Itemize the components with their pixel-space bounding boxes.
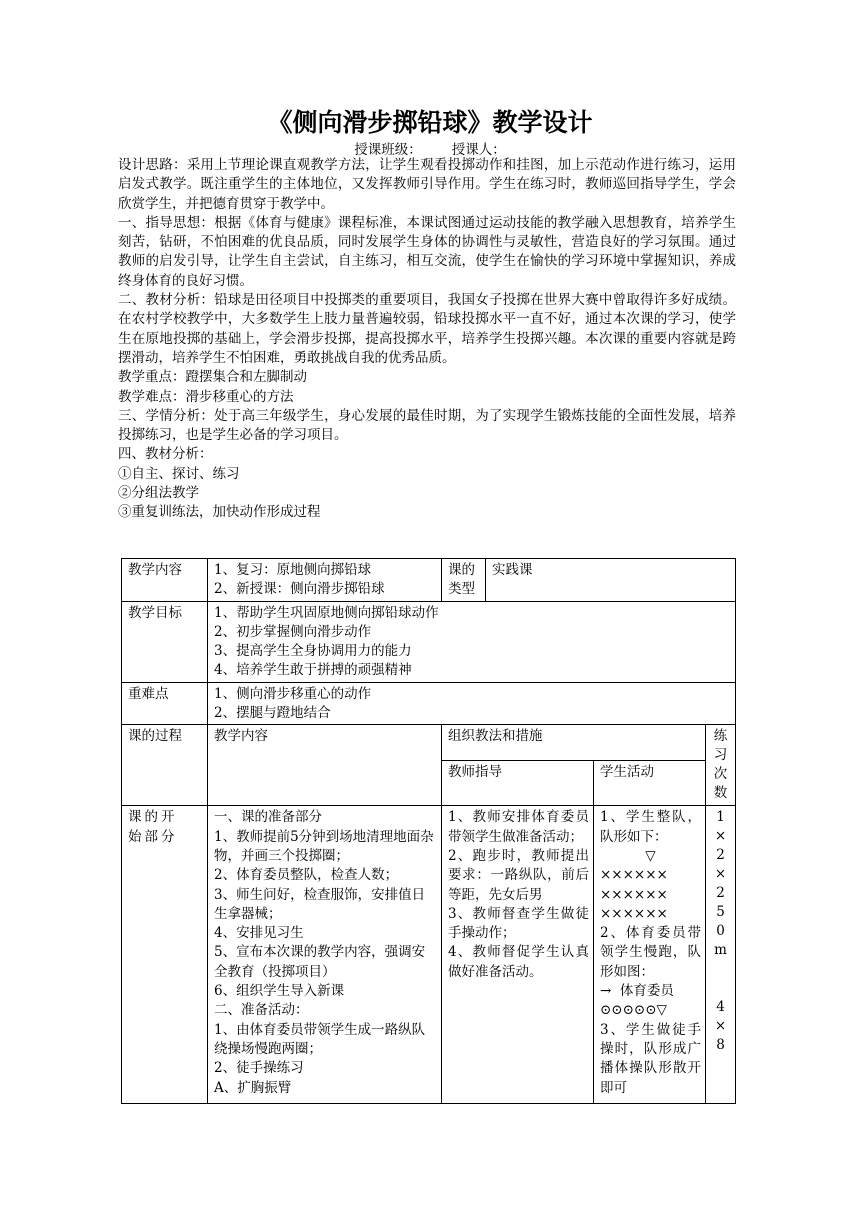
- key-difficulty-label-cell: 重难点: [122, 682, 208, 725]
- lesson-type-label-cell: 课的类型: [442, 559, 486, 602]
- teaching-content-header-cell: 教学内容: [208, 725, 442, 806]
- document-title: 《侧向滑步掷铅球》教学设计: [267, 108, 593, 137]
- document-body: [118, 156, 736, 523]
- design-idea-paragraph: 设计思路：采用上节理论课直观教学方法，让学生观看投掷动作和挂图，加上示范动作进行练习，运用启发式教学。既注重学生的主体地位，又发挥教师引导作用。学生在练习时，教师巡回指导学生，学会欣赏学生，并把德育贯穿于教学中。: [118, 157, 736, 212]
- list-item: 2、新授课：侧向滑步掷铅球: [214, 581, 385, 598]
- list-item: 1、教师提前5分钟到场地清理地面杂物，并画三个投掷圈；: [214, 828, 434, 864]
- formation-row: ××××××: [600, 905, 668, 922]
- table-row: [122, 601, 736, 682]
- list-item: 1、学生整队，队形如下：: [600, 809, 701, 845]
- list-item: 4、培养学生敢于拼搏的顽强精神: [214, 662, 412, 679]
- content-cell: [208, 559, 442, 602]
- list-item: 1、帮助学生巩固原地侧向掷铅球动作: [214, 604, 439, 621]
- list-item: 1、由体育委员带领学生成一路纵队绕操场慢跑两圈；: [214, 1021, 426, 1057]
- method-item: ②分组法教学: [118, 485, 199, 502]
- list-item: 3、师生问好，检查服饰，安排值日生拿器械；: [214, 886, 426, 922]
- list-item: 2、摆腿与蹬地结合: [214, 705, 331, 722]
- list-item: 1、侧向滑步移重心的动作: [214, 685, 372, 702]
- list-item: 6、组织学生导入新课: [214, 983, 345, 1000]
- formation-row: ××××××: [600, 867, 668, 884]
- guiding-thought-paragraph: 一、指导思想：根据《体育与健康》课程标准，本课试图通过运动技能的教学融入思想教育，培养学生刻苦，钻研，不怕困难的优良品质，同时发展学生身体的协调性与灵敏性，营造良好的学习氛围。通过教师的启发引导，让学生自主尝试，自主练习，相互交流，使学生在愉快的学习环境中掌握知识，养成终身体育的良好习惯。: [118, 214, 736, 289]
- table-row: [122, 682, 736, 725]
- key-point-line: 教学重点：蹬摆集合和左脚制动: [118, 369, 307, 386]
- list-item: 3、学生做徒手操时，队形成广播体操队形散开即可: [600, 1021, 701, 1096]
- list-item: 二、准备活动：: [214, 1002, 309, 1019]
- running-direction: → 体育委员: [600, 983, 674, 1000]
- list-item: 2、初步掌握侧向滑步动作: [214, 623, 372, 640]
- list-item: 1、教师安排体育委员带领学生做准备活动；: [448, 809, 589, 845]
- teacher-guidance-cell: [442, 806, 594, 1104]
- running-formation: ⊙⊙⊙⊙⊙▽: [600, 1002, 667, 1019]
- method-heading: 四、教材分析：: [118, 446, 213, 463]
- list-item: 2、徒手操练习: [214, 1060, 304, 1077]
- key-difficulty-cell: [208, 682, 736, 725]
- lesson-plan-table: [121, 558, 736, 1104]
- table-row: [122, 559, 736, 602]
- content-label-cell: 教学内容: [122, 559, 208, 602]
- formation-row: ××××××: [600, 886, 668, 903]
- list-item: A、扩胸振臂: [214, 1079, 292, 1096]
- material-analysis-paragraph: 二、教材分析：铅球是田径项目中投掷类的重要项目，我国女子投掷在世界大赛中曾取得许多好成绩。在农村学校教学中，大多数学生上肢力量普遍较弱，铅球投掷水平一直不好，通过本次课的学习，使学生在原地投掷的基础上，学会滑步投掷，提高投掷水平，培养学生投掷兴趣。本次课的重要内容就是跨摆滑动，培养学生不怕困难，勇敢挑战自我的优秀品质。: [118, 292, 736, 366]
- method-item: ①自主、探讨、练习: [118, 465, 240, 482]
- process-header-cell: 课的过程: [122, 725, 208, 806]
- list-item: 4、教师督促学生认真做好准备活动。: [448, 944, 589, 980]
- list-item: 3、提高学生全身协调用力的能力: [214, 643, 412, 660]
- list-item: 5、宣布本次课的教学内容，强调安全教育（投掷项目）: [214, 944, 426, 980]
- table-row: [122, 806, 736, 1104]
- student-analysis-paragraph: 三、学情分析：处于高三年级学生，身心发展的最佳时期，为了实现学生锻炼技能的全面性发展，培养投掷练习，也是学生必备的学习项目。: [118, 407, 736, 444]
- stage-content-cell: [208, 806, 442, 1104]
- lesson-type-value-cell: 实践课: [486, 559, 736, 602]
- goal-label-cell: 教学目标: [122, 601, 208, 682]
- list-item: 2、跑步时，教师提出要求：一路纵队，前后等距，先女后男: [448, 847, 589, 903]
- table-row: [122, 725, 736, 760]
- practice-count-header-cell: 练习次数: [706, 725, 736, 806]
- goal-cell: [208, 601, 736, 682]
- list-item: 3、教师督查学生做徒手操动作；: [448, 905, 589, 942]
- difficult-point-line: 教学难点：滑步移重心的方法: [118, 388, 294, 405]
- list-item: 2、体育委员带领学生慢跑，队形如图：: [600, 925, 701, 980]
- organization-header-cell: 组织教法和措施: [442, 725, 706, 760]
- list-item: 4、安排见习生: [214, 925, 304, 942]
- method-item: ③重复训练法，加快动作形成过程: [118, 504, 321, 521]
- list-item: 1、复习：原地侧向掷铅球: [214, 562, 372, 578]
- stage-cell: 课的开始部分: [122, 806, 208, 1104]
- list-item: 2、体育委员整队，检查人数；: [214, 867, 399, 884]
- class-teacher-line: 授课班级： 授课人：: [354, 142, 506, 158]
- student-activity-header-cell: 学生活动: [594, 760, 706, 806]
- teacher-position-mark: ▽: [645, 847, 656, 864]
- practice-count-cell: 1 × 2 × 2 5 0 m 4 × 8: [706, 806, 736, 1104]
- list-item: 一、课的准备部分: [214, 809, 322, 826]
- teacher-guidance-header-cell: 教师指导: [442, 760, 594, 806]
- student-activity-cell: [594, 806, 706, 1104]
